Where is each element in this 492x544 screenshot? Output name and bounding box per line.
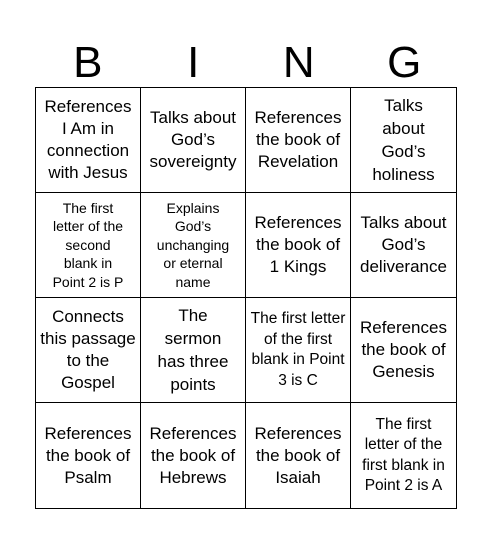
header-letter-g: G xyxy=(387,38,422,87)
bingo-cell-r4-c2[interactable] xyxy=(141,403,246,508)
cell-text: Talks about God’s holiness xyxy=(372,96,435,184)
bingo-cell-r2-c1[interactable] xyxy=(36,193,141,298)
cell-text: References the book of 1 Kings xyxy=(254,213,342,276)
bingo-header xyxy=(35,38,457,88)
cell-text: References the book of Revelation xyxy=(254,108,342,171)
cell-text: References the book of Psalm xyxy=(44,423,132,487)
cell-text: The first letter of the first blank in Point 3 is C xyxy=(250,310,346,389)
cell-text: References the book of Hebrews xyxy=(149,423,237,487)
cell-text: References the book of Genesis xyxy=(360,318,447,381)
bingo-cell-r2-c4[interactable] xyxy=(351,193,456,298)
bingo-cell-r1-c4[interactable] xyxy=(351,88,456,193)
cell-text: Explains God’s unchanging or eternal name xyxy=(156,199,230,290)
bingo-grid xyxy=(35,87,457,509)
bingo-cell-r4-c4[interactable] xyxy=(351,403,456,508)
header-letter-i: I xyxy=(187,38,200,87)
bingo-cell-r4-c1[interactable] xyxy=(36,403,141,508)
cell-text: References the book of Isaiah xyxy=(254,423,342,487)
bingo-cell-r3-c4[interactable] xyxy=(351,298,456,403)
cell-text: References I Am in connection with Jesus xyxy=(44,97,132,182)
bingo-cell-r3-c1[interactable] xyxy=(36,298,141,403)
cell-text: Talks about God’s sovereignty xyxy=(149,108,237,171)
header-letter-b: B xyxy=(73,38,103,87)
cell-text: The sermon has three points xyxy=(157,306,229,394)
bingo-cell-r2-c2[interactable] xyxy=(141,193,246,298)
bingo-cell-r1-c2[interactable] xyxy=(141,88,246,193)
header-letter-n: N xyxy=(282,38,315,87)
cell-text: The first letter of the first blank in Point 2 is A xyxy=(362,415,445,494)
bingo-cell-r3-c3[interactable] xyxy=(246,298,351,403)
cell-text: Talks about God’s deliverance xyxy=(360,213,447,276)
bingo-cell-r1-c3[interactable] xyxy=(246,88,351,193)
bingo-cell-r1-c1[interactable] xyxy=(36,88,141,193)
bingo-cell-r4-c3[interactable] xyxy=(246,403,351,508)
bingo-cell-r3-c2[interactable] xyxy=(141,298,246,403)
cell-text: Connects this passage to the Gospel xyxy=(40,307,136,392)
cell-text: The first letter of the second blank in Point 2 is P xyxy=(52,199,124,290)
bingo-cell-r2-c3[interactable] xyxy=(246,193,351,298)
